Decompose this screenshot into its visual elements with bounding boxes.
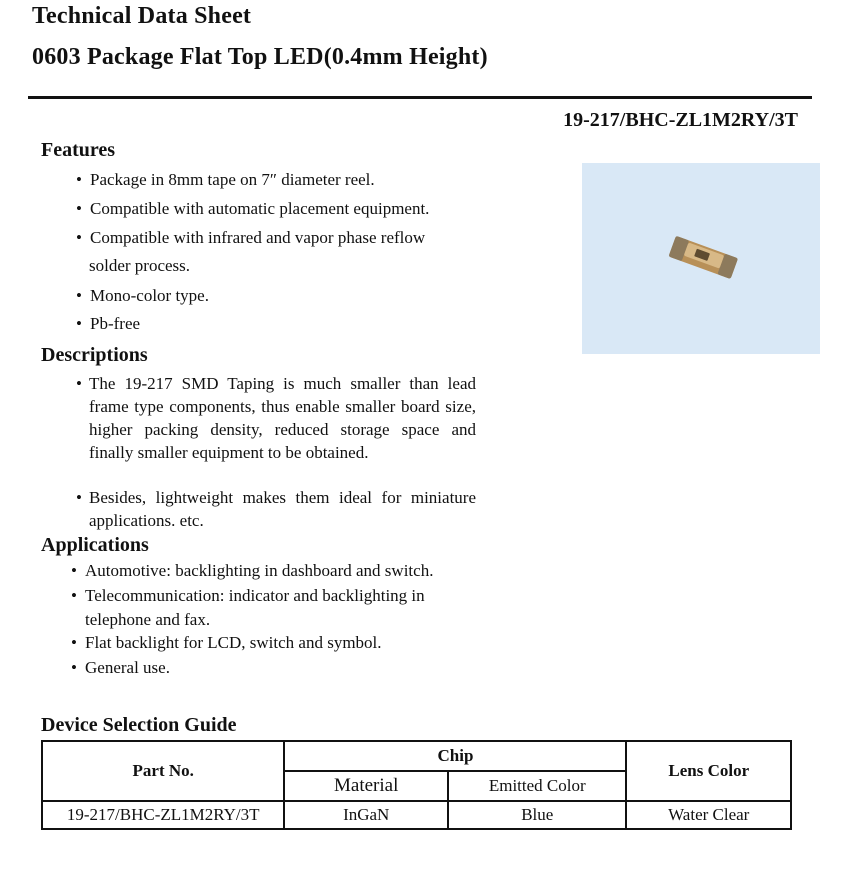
part-number: 19-217/BHC-ZL1M2RY/3T — [563, 109, 798, 131]
list-item: • The 19-217 SMD Taping is much smaller than lead frame type components, thus enable smaller board size, higher packing density, reduced storage space and finally smaller equipment to be obtained. — [76, 374, 476, 462]
list-item: • Package in 8mm tape on 7″ diameter reel. — [76, 170, 375, 189]
list-item: • Pb-free — [76, 314, 141, 333]
list-item-continuation: telephone and fax. — [85, 610, 211, 629]
product-photo — [582, 163, 820, 354]
header-chip: Chip — [284, 741, 626, 771]
table-row — [42, 801, 791, 829]
document-title: Technical Data Sheet — [32, 3, 252, 29]
cell-emitted: Blue — [448, 801, 626, 829]
descriptions-heading: Descriptions — [41, 344, 148, 366]
list-item: • Compatible with infrared and vapor phase reflow — [76, 228, 426, 247]
header-material: Material — [284, 771, 448, 801]
header-rule — [28, 96, 812, 99]
header-lens-color: Lens Color — [626, 741, 791, 801]
list-item: • General use. — [71, 658, 170, 677]
list-item-continuation: solder process. — [89, 256, 191, 275]
cell-lens: Water Clear — [626, 801, 791, 829]
list-item: • Telecommunication: indicator and backlighting in — [71, 586, 425, 605]
list-item: • Flat backlight for LCD, switch and symbol. — [71, 633, 382, 652]
document-subtitle: 0603 Package Flat Top LED(0.4mm Height) — [32, 44, 488, 70]
header-emitted-color: Emitted Color — [448, 771, 626, 801]
list-item: • Automotive: backlighting in dashboard and switch. — [71, 561, 434, 580]
header-part-no: Part No. — [42, 741, 284, 801]
cell-part: 19-217/BHC-ZL1M2RY/3T — [42, 801, 284, 829]
device-selection-table — [41, 740, 792, 830]
applications-heading: Applications — [41, 534, 149, 556]
led-chip-image — [582, 163, 820, 354]
guide-heading: Device Selection Guide — [41, 714, 237, 736]
list-item: • Compatible with automatic placement equipment. — [76, 199, 430, 218]
cell-material: InGaN — [284, 801, 448, 829]
features-heading: Features — [41, 139, 116, 161]
list-item: • Besides, lightweight makes them ideal for miniature applications. etc. — [76, 488, 476, 530]
list-item: • Mono-color type. — [76, 286, 209, 305]
